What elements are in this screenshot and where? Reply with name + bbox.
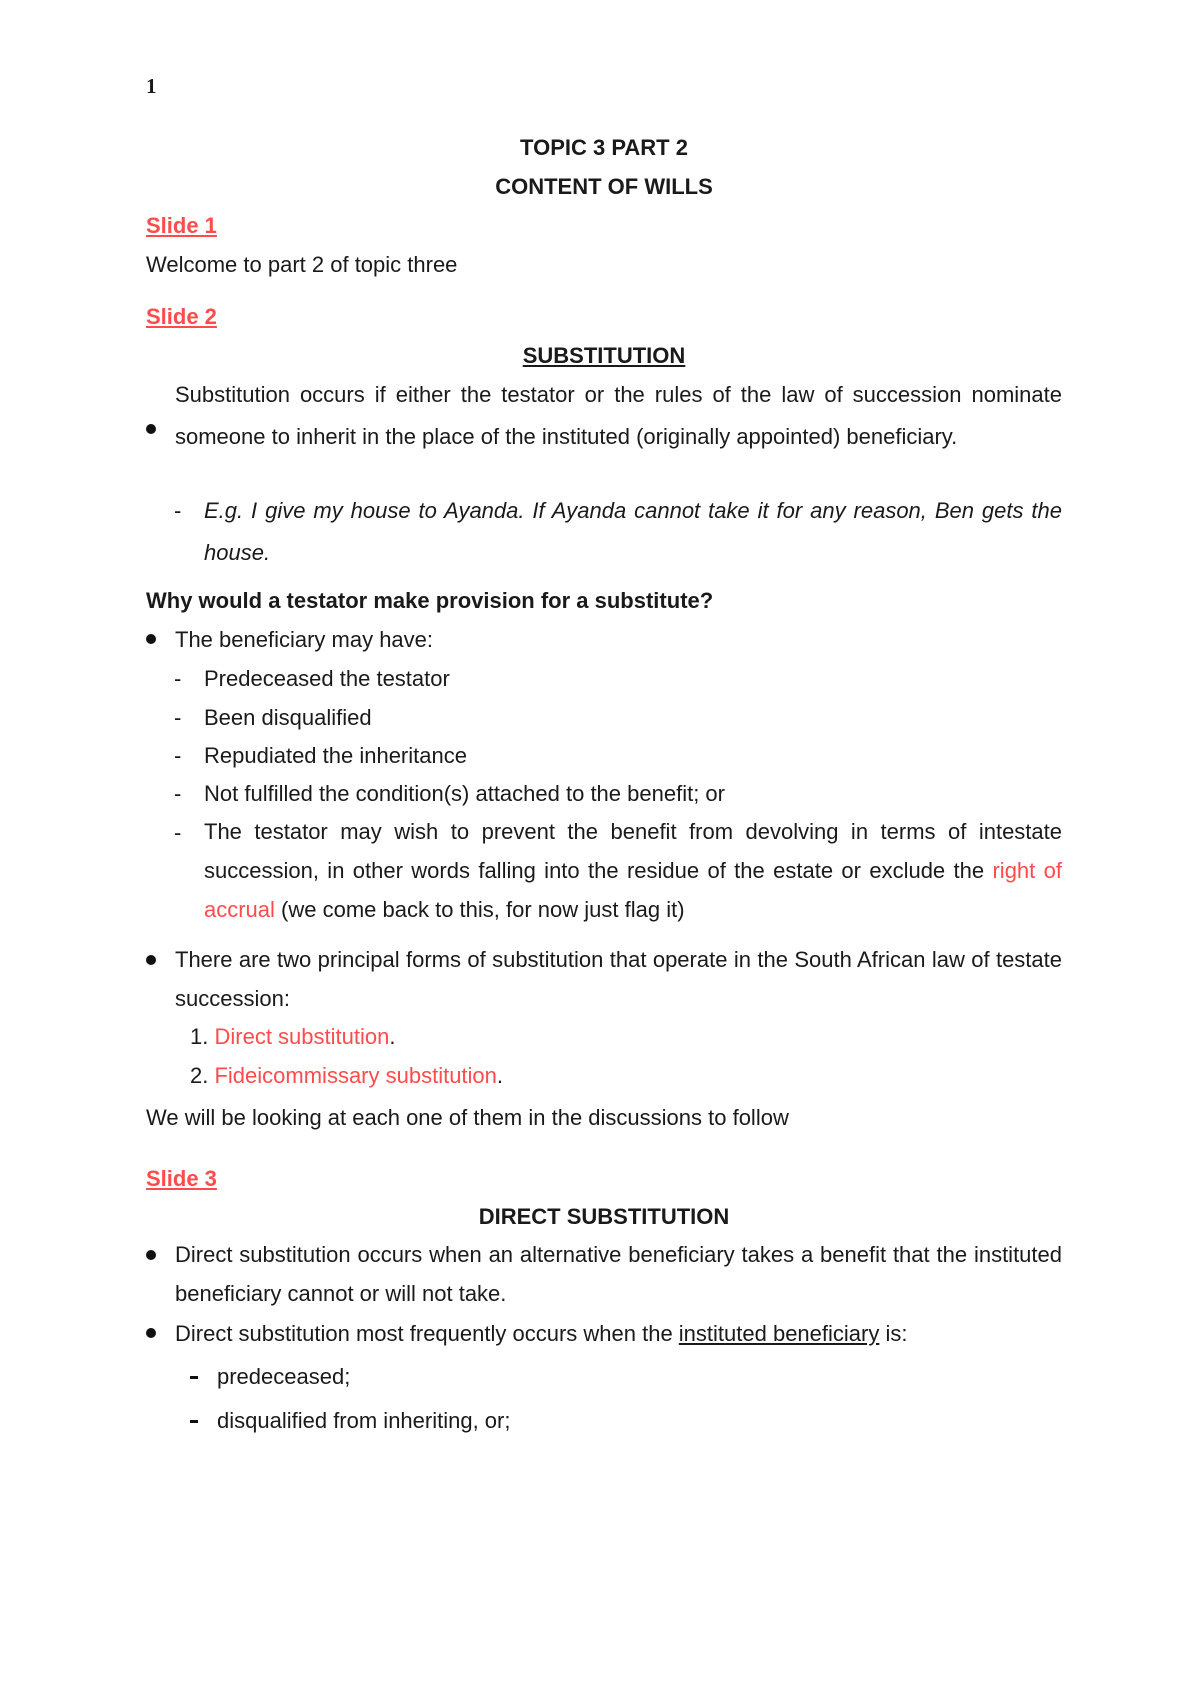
beneficiary-may-have: The beneficiary may have:	[175, 627, 434, 652]
dash-icon: -	[174, 743, 182, 768]
reason5-start: The testator may wish to prevent the benefit from devolving in terms of intestate succession, in other words falling into the residue of the estate or exclude the	[204, 819, 1062, 883]
slide-1-text: Welcome to part 2 of topic three	[146, 252, 458, 277]
fideicommissary-substitution-term: Fideicommissary substitution	[214, 1063, 497, 1088]
principal-forms-text: There are two principal forms of substitution that operate in the South African law of testate succession:	[175, 947, 1062, 1011]
reason-item: Predeceased the testator	[204, 666, 450, 691]
form-item-2	[190, 1055, 503, 1097]
topic-heading: TOPIC 3 PART 2	[520, 135, 688, 160]
substitution-title: SUBSTITUTION	[522, 343, 686, 368]
bullet-icon	[146, 955, 156, 965]
reason5-end: (we come back to this, for now just flag it)	[274, 897, 685, 922]
bullet-icon	[146, 1250, 156, 1260]
bullet2-start: Direct substitution most frequently occurs when the	[175, 1321, 679, 1346]
form-end: .	[496, 1063, 504, 1088]
page-number: 1	[146, 74, 157, 98]
slide-2-label: Slide 2	[146, 304, 217, 329]
dash-icon	[190, 1376, 198, 1379]
slide-3-label: Slide 3	[146, 1166, 217, 1191]
occurrence-item: predeceased;	[217, 1364, 351, 1389]
content-heading: CONTENT OF WILLS	[495, 174, 713, 199]
bullet-icon	[146, 634, 156, 644]
form-number: 2.	[190, 1063, 209, 1088]
right-of-accrual-term: right of accrual	[204, 858, 1062, 922]
substitution-example	[204, 490, 1062, 574]
bullet-icon	[146, 424, 156, 434]
occurrence-item: disqualified from inheriting, or;	[217, 1408, 511, 1433]
dash-icon: -	[174, 498, 182, 523]
instituted-beneficiary-term: instituted beneficiary	[678, 1321, 880, 1346]
form-end: .	[389, 1024, 396, 1049]
direct-substitution-definition: Direct substitution occurs when an alternative beneficiary takes a benefit that the instituted beneficiary cannot or will not take.	[175, 1242, 1062, 1306]
closing-text: We will be looking at each one of them in the discussions to follow	[146, 1105, 789, 1130]
question-heading: Why would a testator make provision for a substitute?	[146, 588, 714, 613]
dash-icon: -	[174, 781, 182, 806]
reason-item-intestate	[204, 812, 1062, 929]
bullet-icon	[146, 1328, 156, 1338]
dash-icon: -	[174, 820, 182, 845]
slide-1-label: Slide 1	[146, 213, 217, 238]
example-end: .	[263, 540, 271, 565]
direct-substitution-title: DIRECT SUBSTITUTION	[478, 1204, 730, 1229]
reason-item: Been disqualified	[204, 705, 372, 730]
dash-icon: -	[174, 705, 182, 730]
direct-substitution-occurs	[175, 1313, 1062, 1355]
reason-item: Repudiated the inheritance	[204, 743, 467, 768]
reason-item: Not fulfilled the condition(s) attached to the benefit; or	[204, 781, 725, 806]
form-item-1	[190, 1016, 395, 1058]
dash-icon: -	[174, 666, 182, 691]
direct-substitution-term: Direct substitution	[214, 1024, 390, 1049]
substitution-definition: Substitution occurs if either the testator or the rules of the law of succession nominate someone to inherit in the place of the instituted (originally appointed) beneficiary.	[175, 382, 1062, 449]
form-number: 1.	[190, 1024, 209, 1049]
bullet2-end: is:	[879, 1321, 908, 1346]
dash-icon	[190, 1420, 198, 1423]
example-text: E.g. I give my house to Ayanda. If Ayanda cannot take it for any reason, Ben gets the house	[204, 498, 1062, 565]
